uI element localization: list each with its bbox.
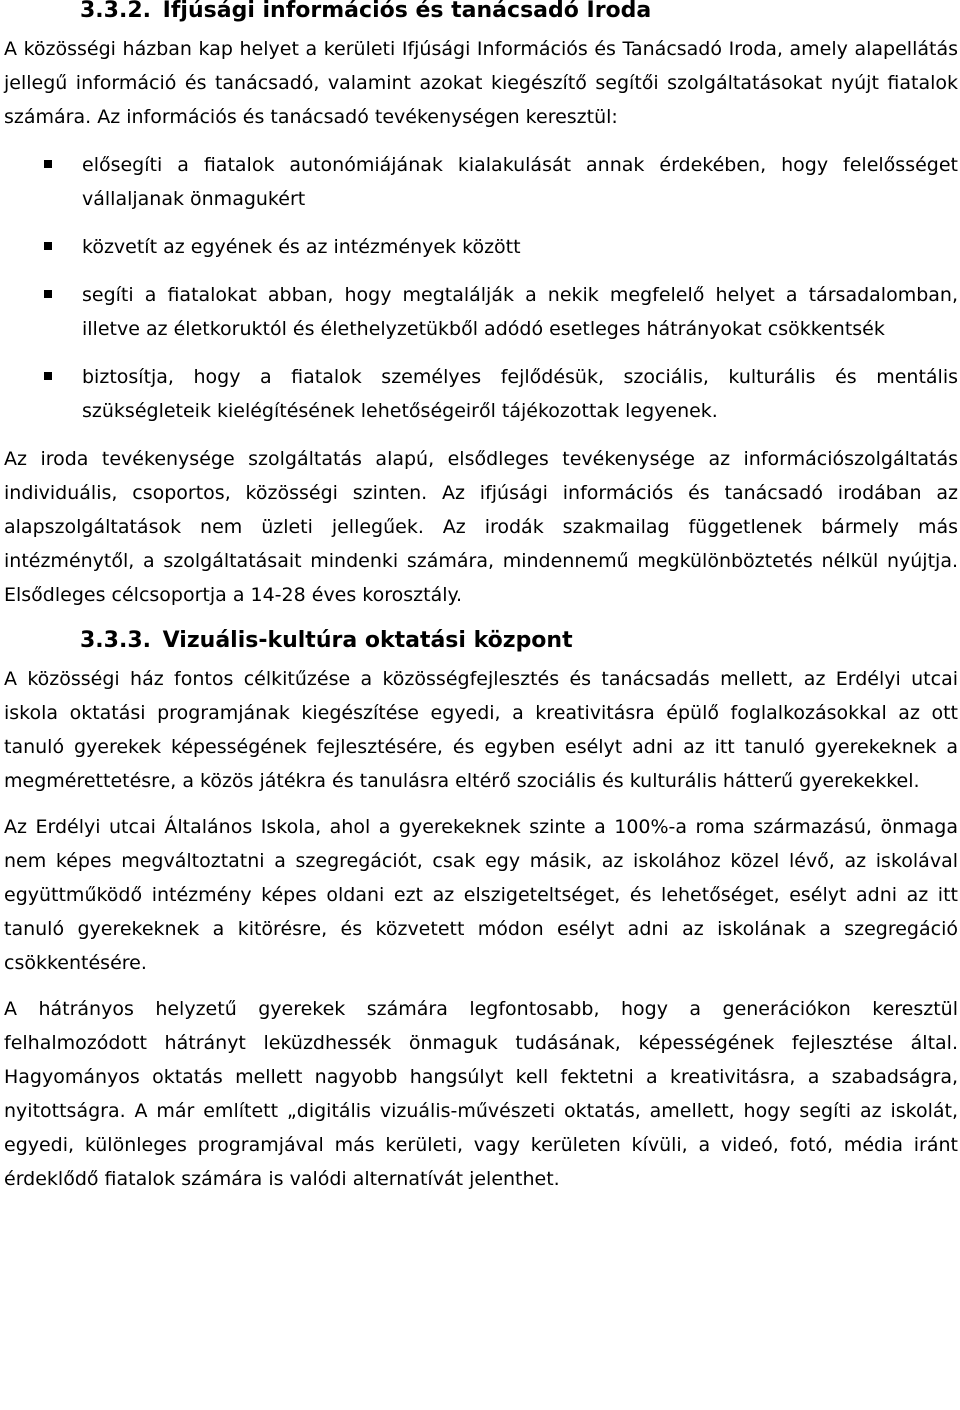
section-title: Ifjúsági információs és tanácsadó Iroda — [162, 0, 652, 23]
section-number: 3.3.3. — [80, 628, 151, 653]
closing-paragraph: Az iroda tevékenysége szolgáltatás alapú, elsődleges tevékenysége az információszolgáltatás individuális, csoportos, közösségi szinten. Az ifjúsági információs és tanácsadó irodában az alapszolgáltatások nem üzleti jellegűek. Az irodák szakmailag függetlenek bármely más intézménytől, a szolgáltatásait mindenki számára, mindennemű megkülönböztetés nélkül nyújtja. Elsődleges célcsoportja a 14-28 éves korosztály. — [4, 448, 958, 606]
section-heading-youth-office — [4, 0, 958, 28]
document-page — [4, 0, 958, 1208]
list-item — [4, 148, 958, 216]
section-heading-visual-culture — [4, 624, 958, 658]
square-bullet-icon — [44, 290, 52, 298]
list-item — [4, 360, 958, 428]
intro-paragraph: A közösségi házban kap helyet a kerületi Ifjúsági Információs és Tanácsadó Iroda, amely alapellátás jellegű információ és tanácsadó, valamint azokat kiegészítő segítői szolgáltatásokat nyújt fiatalok számára. Az információs és tanácsadó tevékenységen keresztül: — [4, 38, 958, 128]
list-item-text: segíti a fiatalokat abban, hogy megtalálják a nekik megfelelő helyet a társadalomban, illetve az életkoruktól és élethelyzetükből adódó esetleges hátrányokat csökkentsék — [82, 284, 958, 340]
body-paragraph: A hátrányos helyzetű gyerekek számára legfontosabb, hogy a generációkon keresztül felhalmozódott hátrányt leküzdhessék önmaguk tudásának, képességének fejlesztése által. Hagyományos oktatás mellett nagyobb hangsúlyt kell fektetni a kreativitásra, a szabadságra, nyitottságra. A már említett „digitális vizuális-művészeti oktatás, amellett, hogy segíti az iskolát, egyedi, különleges programjával más kerületi, vagy kerületen kívüli, a videó, fotó, média iránt érdeklődő fiatalok számára is valódi alternatívát jelenthet. — [4, 998, 958, 1190]
body-paragraph: A közösségi ház fontos célkitűzése a közösségfejlesztés és tanácsadás mellett, az Erdélyi utcai iskola oktatási programjának kiegészítése egyedi, a kreativitásra épülő foglalkozásokkal az ott tanuló gyerekek képességének fejlesztésére, és egyben esélyt adni az itt tanuló gyerekeknek a megmérettetésre, a közös játékra és tanulásra eltérő szociális és kulturális hátterű gyerekekkel. — [4, 668, 958, 792]
square-bullet-icon — [44, 160, 52, 168]
list-item — [4, 230, 958, 264]
activity-list — [4, 148, 958, 428]
list-item-text: biztosítja, hogy a fiatalok személyes fejlődésük, szociális, kulturális és mentális szükségleteik kielégítésének lehetőségeiről tájékozottak legyenek. — [82, 366, 958, 422]
section-title: Vizuális-kultúra oktatási központ — [162, 628, 573, 653]
square-bullet-icon — [44, 242, 52, 250]
section-number: 3.3.2. — [80, 0, 151, 23]
list-item-text: elősegíti a fiatalok autonómiájának kialakulását annak érdekében, hogy felelősséget vállaljanak önmagukért — [82, 154, 958, 210]
square-bullet-icon — [44, 372, 52, 380]
body-paragraph: Az Erdélyi utcai Általános Iskola, ahol a gyerekeknek szinte a 100%-a roma származású, önmaga nem képes megváltoztatni a szegregációt, csak egy másik, az iskolához közel lévő, az iskolával együttműködő intézmény képes oldani ezt az elszigeteltséget, és lehetőséget, esélyt adni az itt tanuló gyerekeknek a kitörésre, és közvetett módon esélyt adni az iskolának a szegregáció csökkentésére. — [4, 816, 958, 974]
list-item-text: közvetít az egyének és az intézmények között — [82, 236, 521, 258]
list-item — [4, 278, 958, 346]
